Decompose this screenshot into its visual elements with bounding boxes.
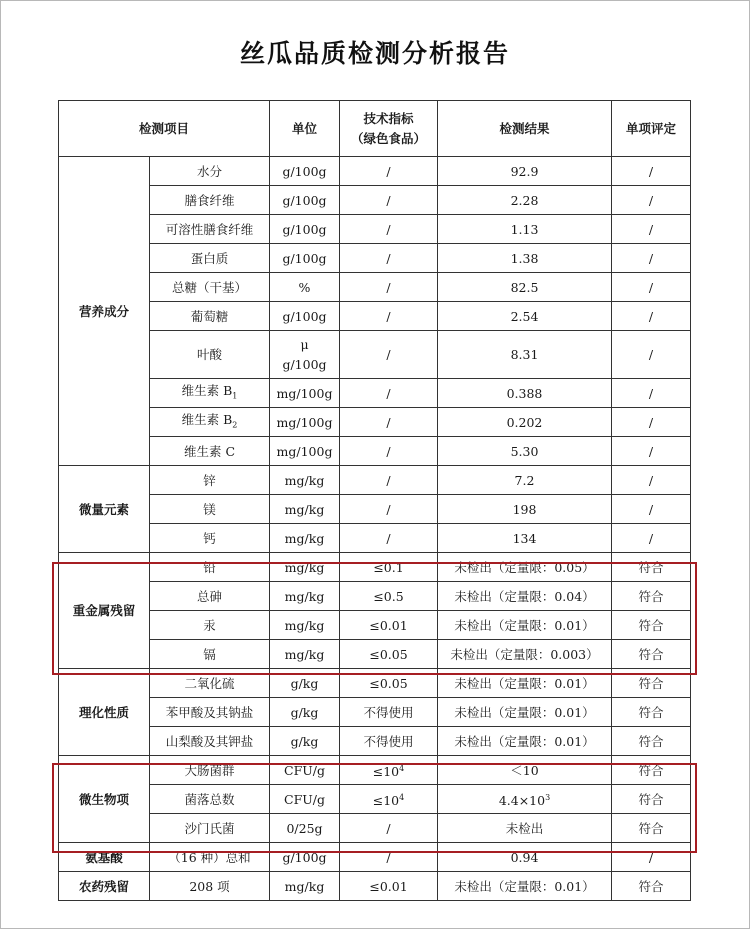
standard-value: ≤0.01 — [369, 878, 408, 894]
result-value: 0.94 — [510, 849, 539, 865]
item-name-cell — [150, 273, 270, 302]
result-cell — [438, 466, 612, 495]
item-name: 蛋白质 — [190, 250, 229, 266]
unit-cell — [270, 331, 340, 379]
unit-value: mg/100g — [276, 385, 333, 401]
result-cell — [438, 408, 612, 437]
standard-cell — [340, 437, 438, 466]
judgement-cell — [612, 872, 691, 901]
header-standard — [340, 101, 438, 157]
judgement-value: 符合 — [638, 762, 664, 778]
result-value: 2.54 — [510, 308, 539, 324]
judgement-value: 符合 — [638, 588, 664, 604]
category-cell: 重金属残留 — [59, 553, 150, 669]
judgement-cell — [612, 437, 691, 466]
table-row — [59, 379, 691, 408]
judgement-value: / — [648, 849, 654, 865]
item-name: 维生素 B — [181, 411, 233, 427]
unit-cell — [270, 408, 340, 437]
result-value: 未检出（定量限：0.01） — [454, 617, 595, 633]
standard-cell — [340, 273, 438, 302]
unit-cell — [270, 157, 340, 186]
item-name-cell — [150, 698, 270, 727]
result-value: 7.2 — [514, 472, 535, 488]
item-name: 维生素 B — [181, 382, 233, 398]
category-cell: 微生物项 — [59, 756, 150, 843]
item-name-cell — [150, 466, 270, 495]
item-name: 锌 — [203, 472, 216, 488]
header-judgement: 单项评定 — [612, 101, 691, 157]
item-name-cell — [150, 495, 270, 524]
standard-cell — [340, 872, 438, 901]
result-cell — [438, 331, 612, 379]
standard-superscript: 4 — [399, 763, 405, 773]
item-name-cell — [150, 408, 270, 437]
item-name-cell — [150, 215, 270, 244]
table-row — [59, 302, 691, 331]
judgement-cell — [612, 727, 691, 756]
judgement-value: / — [648, 501, 654, 517]
table-row — [59, 466, 691, 495]
table-row — [59, 186, 691, 215]
unit-value: g/kg — [290, 733, 319, 749]
unit-value: 0/25g — [286, 820, 323, 836]
judgement-value: 符合 — [638, 733, 664, 749]
standard-value: / — [386, 385, 391, 401]
item-name: 山梨酸及其钾盐 — [165, 733, 254, 749]
standard-value: ≤0.05 — [369, 646, 408, 662]
result-value: 未检出 — [505, 820, 544, 836]
item-name-cell — [150, 524, 270, 553]
result-cell — [438, 244, 612, 273]
judgement-value: 符合 — [638, 704, 664, 720]
standard-value: / — [386, 472, 391, 488]
standard-cell — [340, 524, 438, 553]
category-cell: 氨基酸 — [59, 843, 150, 872]
judgement-value: / — [648, 443, 654, 459]
table-row — [59, 872, 691, 901]
judgement-cell — [612, 244, 691, 273]
result-value: 未检出（定量限：0.01） — [454, 675, 595, 691]
standard-value: ≤0.1 — [373, 559, 404, 575]
item-name: 可溶性膳食纤维 — [165, 221, 254, 237]
standard-value: ≤0.01 — [369, 617, 408, 633]
item-name: 叶酸 — [196, 347, 222, 362]
unit-value: CFU/g — [284, 791, 325, 807]
standard-cell — [340, 408, 438, 437]
item-name: 汞 — [203, 617, 216, 633]
item-name: 菌落总数 — [184, 791, 235, 807]
table-row — [59, 727, 691, 756]
result-value: 未检出（定量限：0.003） — [450, 646, 599, 662]
unit-cell — [270, 698, 340, 727]
result-cell — [438, 872, 612, 901]
item-name: 镉 — [203, 646, 216, 662]
judgement-value: / — [648, 163, 654, 179]
judgement-cell — [612, 495, 691, 524]
unit-value: mg/kg — [284, 501, 325, 517]
unit-line2: g/100g — [282, 356, 327, 372]
result-value: 未检出（定量限：0.01） — [454, 878, 595, 894]
standard-cell — [340, 186, 438, 215]
unit-cell — [270, 273, 340, 302]
judgement-cell — [612, 331, 691, 379]
unit-value: % — [298, 279, 311, 295]
judgement-value: 符合 — [638, 820, 664, 836]
judgement-value: 符合 — [638, 646, 664, 662]
standard-cell — [340, 495, 438, 524]
standard-cell — [340, 727, 438, 756]
result-cell — [438, 215, 612, 244]
unit-cell — [270, 244, 340, 273]
result-value: 未检出（定量限：0.05） — [454, 559, 595, 575]
judgement-value: / — [648, 221, 654, 237]
judgement-value: / — [648, 385, 654, 401]
unit-value: mg/kg — [284, 588, 325, 604]
unit-value: mg/kg — [284, 559, 325, 575]
judgement-value: / — [648, 250, 654, 266]
standard-value: 不得使用 — [363, 733, 414, 749]
item-name: 208 项 — [189, 878, 230, 894]
result-value: 未检出（定量限：0.01） — [454, 704, 595, 720]
header-row — [59, 101, 691, 157]
item-name: 总砷 — [196, 588, 222, 604]
unit-value: g/100g — [282, 250, 327, 266]
standard-cell — [340, 379, 438, 408]
item-name-cell — [150, 186, 270, 215]
unit-cell — [270, 495, 340, 524]
unit-cell — [270, 186, 340, 215]
judgement-value: / — [648, 414, 654, 430]
category-cell: 理化性质 — [59, 669, 150, 756]
judgement-cell — [612, 408, 691, 437]
result-cell — [438, 495, 612, 524]
standard-cell — [340, 244, 438, 273]
item-name: 铅 — [203, 559, 216, 575]
standard-cell — [340, 331, 438, 379]
result-superscript: 3 — [545, 792, 551, 802]
result-cell — [438, 379, 612, 408]
standard-value: / — [386, 849, 391, 865]
standard-value: / — [386, 414, 391, 430]
judgement-cell — [612, 466, 691, 495]
item-name-subscript: 2 — [232, 420, 238, 430]
unit-value: mg/100g — [276, 414, 333, 430]
table-row — [59, 244, 691, 273]
item-name: 大肠菌群 — [184, 762, 235, 778]
standard-superscript: 4 — [399, 792, 405, 802]
judgement-value: / — [648, 192, 654, 208]
item-name-cell — [150, 872, 270, 901]
item-name: 总糖（干基） — [171, 279, 247, 295]
unit-cell — [270, 727, 340, 756]
result-cell — [438, 437, 612, 466]
header-unit: 单位 — [270, 101, 340, 157]
judgement-value: 符合 — [638, 617, 664, 633]
table-row — [59, 215, 691, 244]
unit-value: g/100g — [282, 849, 327, 865]
judgement-value: / — [648, 308, 654, 324]
unit-value: mg/kg — [284, 530, 325, 546]
standard-value: 不得使用 — [363, 704, 414, 720]
item-name-cell — [150, 244, 270, 273]
result-value: 1.13 — [510, 221, 539, 237]
microbe-highlight-box — [52, 763, 697, 853]
standard-value: / — [386, 279, 391, 295]
judgement-cell — [612, 215, 691, 244]
table-row — [59, 437, 691, 466]
unit-cell — [270, 379, 340, 408]
header-standard-line2: （绿色食品） — [350, 130, 426, 146]
table-row — [59, 495, 691, 524]
unit-value: g/kg — [290, 675, 319, 691]
unit-value: CFU/g — [284, 762, 325, 778]
result-cell — [438, 727, 612, 756]
result-cell — [438, 186, 612, 215]
category-cell: 微量元素 — [59, 466, 150, 553]
item-name-cell — [150, 157, 270, 186]
standard-cell — [340, 215, 438, 244]
unit-cell — [270, 466, 340, 495]
report-title: 丝瓜品质检测分析报告 — [239, 39, 510, 68]
standard-value: / — [386, 250, 391, 266]
result-value: ＜10 — [510, 762, 539, 778]
item-name: 二氧化硫 — [184, 675, 235, 691]
category-cell: 营养成分 — [59, 157, 150, 466]
unit-value: mg/100g — [276, 443, 333, 459]
standard-value: ≤10 — [372, 764, 400, 780]
standard-value: / — [386, 347, 391, 362]
result-cell — [438, 302, 612, 331]
item-name: 水分 — [196, 163, 222, 179]
judgement-cell — [612, 186, 691, 215]
standard-value: / — [386, 192, 391, 208]
result-value: 0.202 — [506, 414, 543, 430]
standard-cell — [340, 157, 438, 186]
item-name: 钙 — [203, 530, 216, 546]
standard-value: / — [386, 530, 391, 546]
judgement-value: / — [648, 530, 654, 546]
heavy-metal-highlight-box — [52, 559, 697, 675]
unit-cell — [270, 215, 340, 244]
judgement-value: / — [648, 347, 654, 362]
table-row — [59, 331, 691, 379]
judgement-value: 符合 — [638, 675, 664, 691]
standard-value: / — [386, 501, 391, 517]
judgement-value: / — [648, 472, 654, 488]
unit-cell — [270, 437, 340, 466]
item-name-subscript: 1 — [232, 391, 238, 401]
standard-cell — [340, 302, 438, 331]
item-name-cell — [150, 379, 270, 408]
item-name-cell — [150, 437, 270, 466]
result-cell — [438, 524, 612, 553]
unit-value: g/100g — [282, 221, 327, 237]
table-row — [59, 157, 691, 186]
header-standard-line1: 技术指标 — [363, 110, 414, 126]
unit-value: g/100g — [282, 308, 327, 324]
judgement-cell — [612, 524, 691, 553]
unit-value: g/kg — [290, 704, 319, 720]
standard-value: / — [386, 308, 391, 324]
standard-value: / — [386, 443, 391, 459]
standard-value: ≤0.05 — [369, 675, 408, 691]
category-cell: 农药残留 — [59, 872, 150, 901]
result-value: 1.38 — [510, 250, 539, 266]
result-value: 134 — [512, 530, 537, 546]
result-value: 2.28 — [510, 192, 539, 208]
unit-cell — [270, 302, 340, 331]
judgement-cell — [612, 379, 691, 408]
result-cell — [438, 157, 612, 186]
item-name: 葡萄糖 — [190, 308, 229, 324]
unit-value: mg/kg — [284, 617, 325, 633]
item-name-cell — [150, 727, 270, 756]
item-name-cell — [150, 302, 270, 331]
item-name: 沙门氏菌 — [184, 820, 235, 836]
item-name: 维生素 C — [183, 443, 236, 459]
table-row — [59, 524, 691, 553]
item-name-cell — [150, 331, 270, 379]
item-name: （16 种）总和 — [168, 849, 251, 865]
result-cell — [438, 698, 612, 727]
standard-value: / — [386, 221, 391, 237]
item-name: 苯甲酸及其钠盐 — [165, 704, 254, 720]
table-row — [59, 273, 691, 302]
table-row — [59, 408, 691, 437]
unit-value: g/100g — [282, 163, 327, 179]
unit-cell — [270, 524, 340, 553]
judgement-value: 符合 — [638, 878, 664, 894]
result-value: 0.388 — [506, 385, 543, 401]
unit-value: g/100g — [282, 192, 327, 208]
unit-value: mg/kg — [284, 646, 325, 662]
header-item: 检测项目 — [59, 101, 270, 157]
unit-value: mg/kg — [284, 878, 325, 894]
judgement-value: 符合 — [638, 791, 664, 807]
result-cell — [438, 273, 612, 302]
result-value: 198 — [512, 501, 537, 517]
result-value: 82.5 — [510, 279, 539, 295]
standard-value: ≤0.5 — [373, 588, 404, 604]
result-value: 8.31 — [510, 347, 539, 362]
result-value: 92.9 — [510, 163, 539, 179]
result-value: 未检出（定量限：0.01） — [454, 733, 595, 749]
standard-value: ≤10 — [372, 793, 400, 809]
table-row — [59, 698, 691, 727]
unit-value: mg/kg — [284, 472, 325, 488]
result-value: 未检出（定量限：0.04） — [454, 588, 595, 604]
unit-cell — [270, 872, 340, 901]
judgement-value: / — [648, 279, 654, 295]
standard-cell — [340, 698, 438, 727]
standard-value: / — [386, 163, 391, 179]
standard-value: / — [386, 820, 391, 836]
judgement-cell — [612, 698, 691, 727]
standard-cell — [340, 466, 438, 495]
judgement-cell — [612, 273, 691, 302]
result-value: 4.4×10 — [498, 793, 546, 809]
item-name: 膳食纤维 — [184, 192, 235, 208]
judgement-value: 符合 — [638, 559, 664, 575]
header-result: 检测结果 — [438, 101, 612, 157]
result-value: 5.30 — [510, 443, 539, 459]
item-name: 镁 — [203, 501, 216, 517]
judgement-cell — [612, 302, 691, 331]
unit-line1: μ — [300, 336, 309, 352]
judgement-cell — [612, 157, 691, 186]
